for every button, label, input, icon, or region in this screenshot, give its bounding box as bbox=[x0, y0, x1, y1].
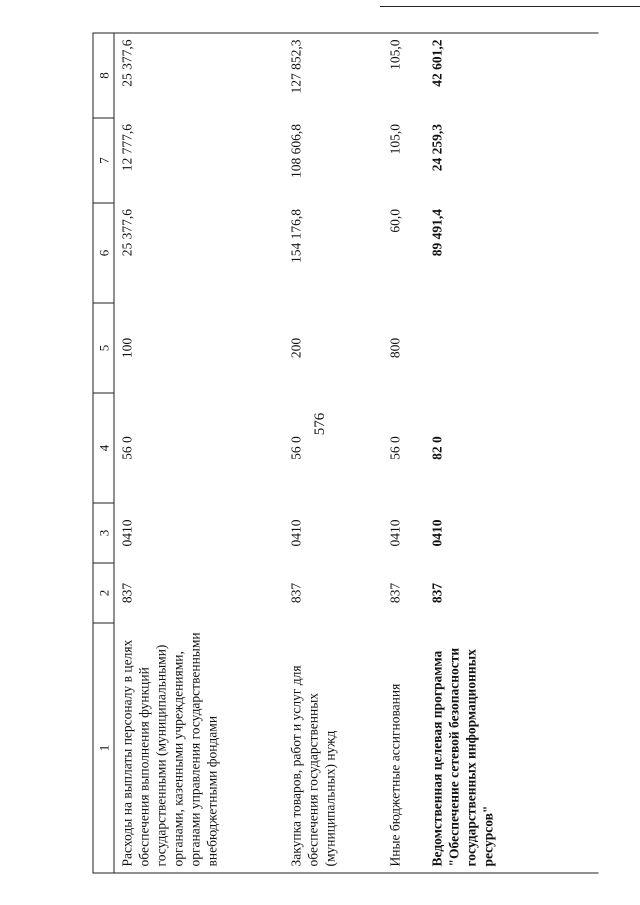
cell-code: 837 bbox=[387, 582, 403, 604]
cell-amount: 25 377,6 bbox=[114, 33, 284, 118]
cell-program: 56 0 bbox=[288, 436, 304, 460]
table-row bbox=[114, 33, 284, 873]
cell-amount: 89 491,4 bbox=[429, 209, 445, 257]
cell-program: 56 0 bbox=[387, 436, 403, 460]
page-number: 576 bbox=[312, 412, 328, 436]
cell-amount: 12 777,6 bbox=[119, 124, 135, 172]
cell-expense-type bbox=[425, 303, 599, 393]
cell-code: 837 bbox=[119, 582, 135, 604]
cell-expense-type: 100 bbox=[119, 337, 135, 359]
cell-code: 837 bbox=[288, 582, 304, 604]
cell-amount: 108 606,8 bbox=[288, 124, 304, 178]
table-row bbox=[284, 33, 383, 873]
cell-amount: 105,0 bbox=[387, 124, 403, 155]
row-name: Ведомственная целевая программа "Обеспечение сетевой безопасности государственных информационных ресурсов" bbox=[425, 623, 599, 873]
table-row bbox=[425, 33, 599, 873]
column-header: 8 bbox=[93, 33, 114, 118]
cell-amount: 24 259,3 bbox=[429, 124, 445, 172]
cell-amount: 42 601,2 bbox=[425, 33, 599, 118]
cell-amount: 60,0 bbox=[387, 209, 403, 233]
column-number-row bbox=[93, 33, 114, 873]
column-header: 4 bbox=[93, 393, 114, 503]
cell-amount: 25 377,6 bbox=[119, 209, 135, 257]
rotated-table-wrapper bbox=[93, 34, 598, 874]
cell-expense-type: 200 bbox=[288, 337, 304, 359]
row-name: Иные бюджетные ассигнования bbox=[383, 623, 425, 873]
table-row bbox=[383, 33, 425, 873]
cell-section: 0410 bbox=[119, 519, 135, 547]
column-header: 2 bbox=[93, 563, 114, 623]
column-header: 5 bbox=[93, 303, 114, 393]
column-header: 6 bbox=[93, 203, 114, 303]
cell-code: 837 bbox=[429, 582, 445, 604]
budget-table bbox=[93, 33, 599, 874]
column-header: 7 bbox=[93, 118, 114, 203]
cell-amount: 127 852,3 bbox=[284, 33, 383, 118]
cell-expense-type: 800 bbox=[387, 337, 403, 359]
column-header: 3 bbox=[93, 503, 114, 563]
cell-section: 0410 bbox=[429, 519, 445, 547]
row-name: Расходы на выплаты персоналу в целях обеспечения выполнения функций государственными (муниципальными) органами, казенными учреждениями, органами управления государственными внебюджетными фондами bbox=[114, 623, 284, 873]
cell-section: 0410 bbox=[387, 519, 403, 547]
cell-section: 0410 bbox=[288, 519, 304, 547]
row-name: Закупка товаров, работ и услуг для обеспечения государственных (муниципальных) нужд bbox=[284, 623, 383, 873]
column-header: 1 bbox=[93, 623, 114, 873]
top-right-rule bbox=[380, 6, 640, 7]
cell-amount: 154 176,8 bbox=[288, 209, 304, 263]
cell-program: 82 0 bbox=[429, 436, 445, 460]
cell-amount: 105,0 bbox=[383, 33, 425, 118]
cell-program: 56 0 bbox=[119, 436, 135, 460]
